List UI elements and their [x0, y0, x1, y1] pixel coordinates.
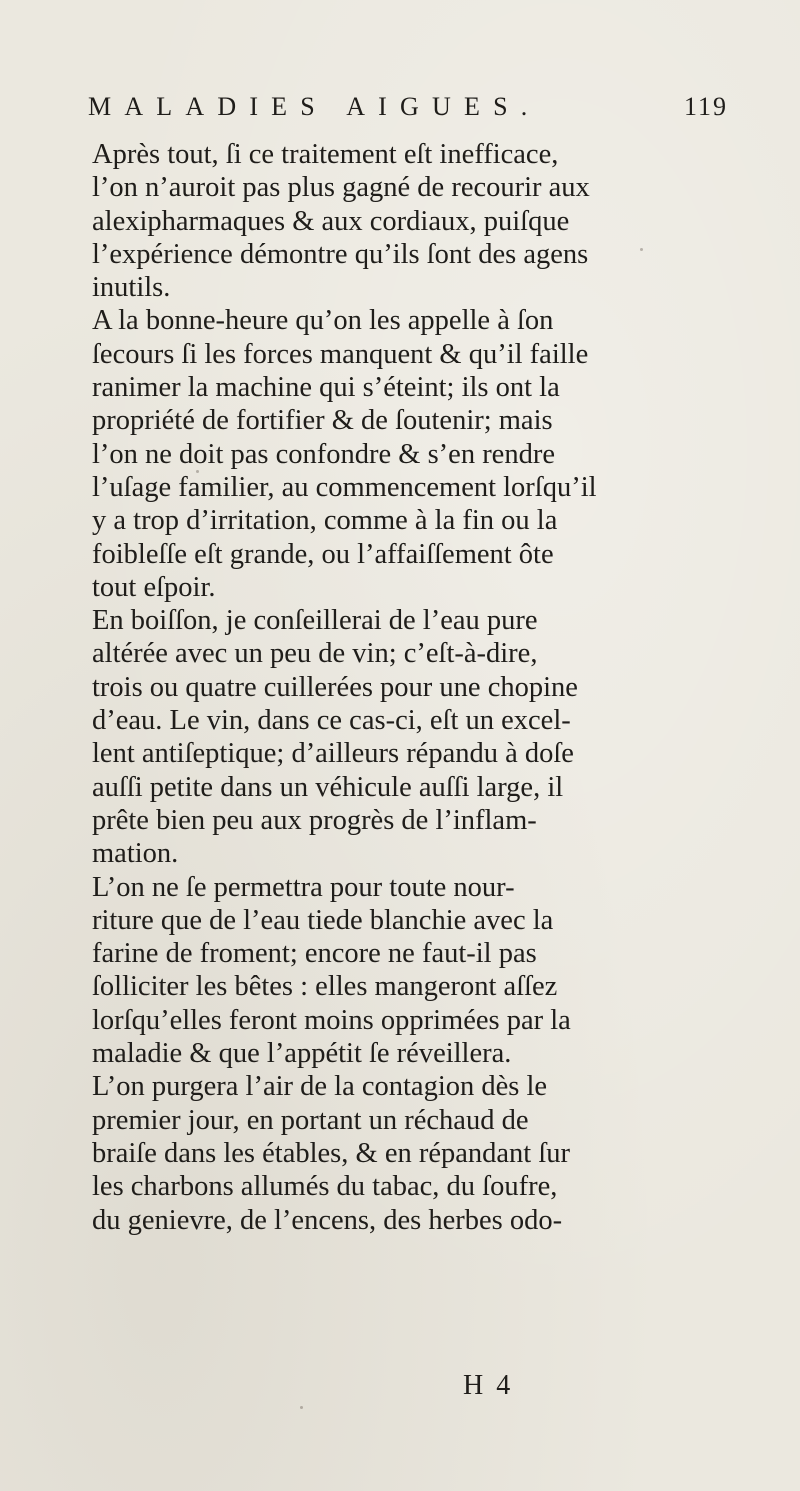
body-text: [92, 138, 732, 1237]
paper-speck: [640, 248, 643, 251]
text-line: du genievre, de l’encens, des herbes odo-: [92, 1204, 563, 1236]
text-line: En boiſſon, je conſeillerai de l’eau pure: [92, 605, 538, 637]
text-line: A la bonne-heure qu’on les appelle à ſon: [92, 305, 554, 337]
text-line: prête bien peu aux progrès de l’inflam-: [92, 804, 537, 836]
text-line: y a trop d’irritation, comme à la fin ou la: [92, 505, 558, 537]
paper-speck: [196, 470, 199, 473]
text-line: riture que de l’eau tiede blanchie avec la: [92, 904, 554, 936]
text-line: l’on n’auroit pas plus gagné de recourir aux: [92, 172, 590, 204]
text-line: propriété de fortifier & de ſoutenir; mais: [92, 405, 553, 437]
paper-speck: [300, 1406, 303, 1409]
page-header: [88, 92, 728, 132]
text-line: l’on ne doit pas confondre & s’en rendre: [92, 438, 555, 470]
text-line: mation.: [92, 838, 179, 870]
text-line: alexipharmaques & aux cordiaux, puiſque: [92, 205, 570, 237]
text-line: L’on purgera l’air de la contagion dès le: [92, 1071, 548, 1103]
text-line: auſſi petite dans un véhicule auſſi large, il: [92, 771, 564, 803]
text-line: tout eſpoir.: [92, 571, 216, 603]
running-head: MALADIES AIGUES.: [88, 92, 541, 121]
text-line: foibleſſe eſt grande, ou l’affaiſſement ôte: [92, 538, 554, 570]
text-line: braiſe dans les étables, & en répandant ſur: [92, 1137, 570, 1169]
text-line: farine de froment; encore ne faut-il pas: [92, 938, 537, 970]
text-line: d’eau. Le vin, dans ce cas-ci, eſt un excel-: [92, 705, 571, 737]
text-line: premier jour, en portant un réchaud de: [92, 1104, 529, 1136]
text-line: inutils.: [92, 272, 171, 304]
text-line: trois ou quatre cuillerées pour une chopine: [92, 671, 578, 703]
text-line: lent antiſeptique; d’ailleurs répandu à doſe: [92, 738, 574, 770]
text-line: L’on ne ſe permettra pour toute nour-: [92, 871, 515, 903]
text-line: maladie & que l’appétit ſe réveillera.: [92, 1038, 512, 1070]
text-line: altérée avec un peu de vin; c’eſt-à-dire,: [92, 638, 538, 670]
text-line: ſecours ſi les forces manquent & qu’il faille: [92, 338, 589, 370]
text-line: l’expérience démontre qu’ils ſont des agens: [92, 238, 589, 270]
text-line: ſolliciter les bêtes : elles mangeront aſſez: [92, 971, 558, 1003]
text-line: Après tout, ſi ce traitement eſt inefficace,: [92, 139, 559, 170]
signature-mark: H 4: [463, 1370, 514, 1401]
text-line: ranimer la machine qui s’éteint; ils ont la: [92, 372, 560, 404]
text-line: lorſqu’elles feront moins opprimées par la: [92, 1004, 571, 1036]
text-line: les charbons allumés du tabac, du ſoufre,: [92, 1171, 558, 1203]
text-line: l’uſage familier, au commencement lorſqu’il: [92, 471, 597, 503]
page-number: 119: [683, 92, 728, 121]
